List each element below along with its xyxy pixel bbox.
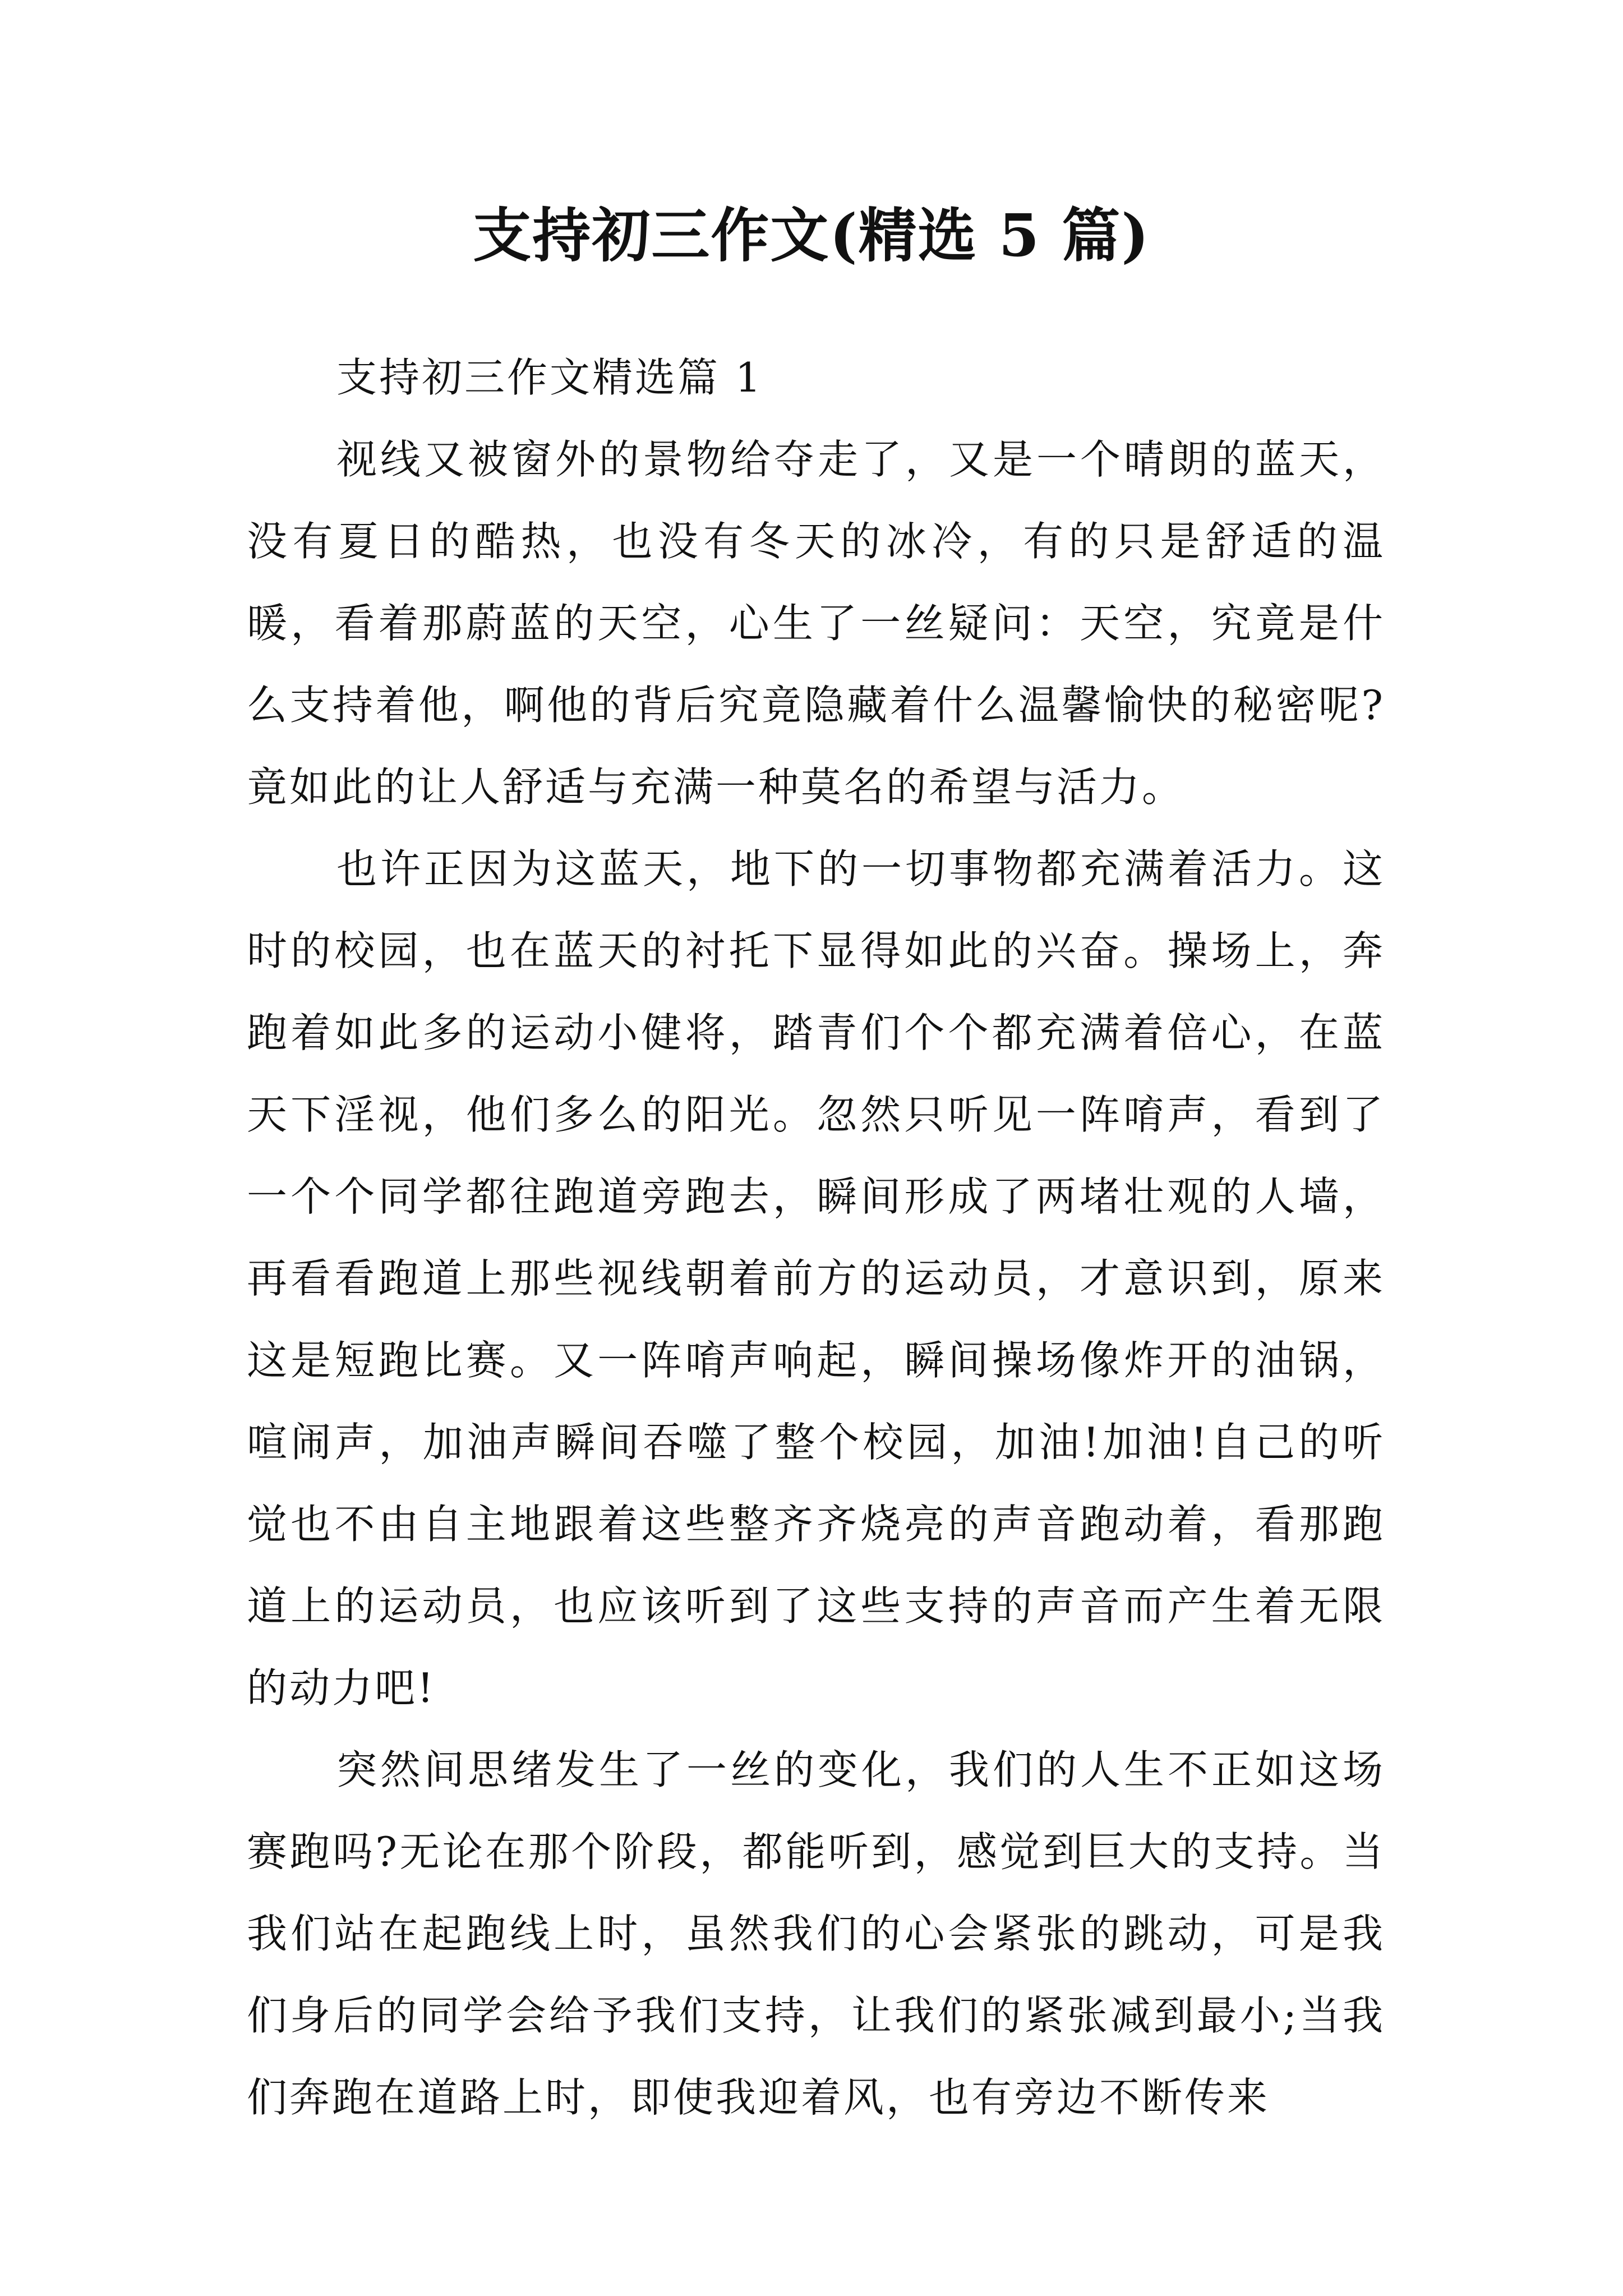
document-title: 支持初三作文(精选 5 篇) bbox=[473, 201, 1150, 270]
paragraph-1: 视线又被窗外的景物给夺走了，又是一个晴朗的蓝天，没有夏日的酷热，也没有冬天的冰冷，有的只是舒适的温暖，看着那蔚蓝的天空，心生了一丝疑问：天空，究竟是什么支持着他，啊他的背后究竟隐藏着什么温馨愉快的秘密呢?竟如此的让人舒适与充满一种莫名的希望与活力。 bbox=[247, 436, 1385, 811]
paragraph-3: 突然间思绪发生了一丝的变化，我们的人生不正如这场赛跑吗?无论在那个阶段，都能听到，感觉到巨大的支持。当我们站在起跑线上时，虽然我们的心会紧张的跳动，可是我们身后的同学会给予我们支持，让我们的紧张减到最小;当我们奔跑在道路上时，即使我迎着风，也有旁边不断传来 bbox=[247, 1746, 1385, 2121]
section-heading: 支持初三作文精选篇 1 bbox=[336, 354, 763, 401]
document-body bbox=[247, 337, 1385, 2138]
paragraph-2: 也许正因为这蓝天，地下的一切事物都充满着活力。这时的校园，也在蓝天的衬托下显得如此的兴奋。操场上，奔跑着如此多的运动小健将，踏青们个个都充满着倍心，在蓝天下淫视，他们多么的阳光。忽然只听见一阵唷声，看到了一个个同学都往跑道旁跑去，瞬间形成了两堵壮观的人墙，再看看跑道上那些视线朝着前方的运动员，才意识到，原来这是短跑比赛。又一阵唷声响起，瞬间操场像炸开的油锅，喧闹声，加油声瞬间吞噬了整个校园，加油!加油!自己的听觉也不由自主地跟着这些整齐齐烧亮的声音跑动着，看那跑道上的运动员，也应该听到了这些支持的声音而产生着无限的动力吧! bbox=[247, 845, 1385, 1711]
